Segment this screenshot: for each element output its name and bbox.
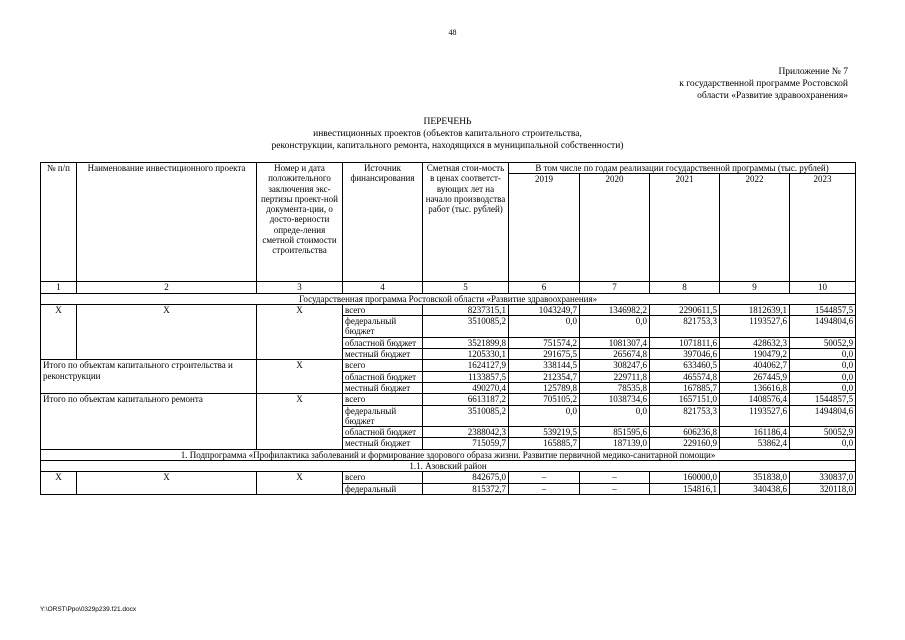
value-cell: 1193527,6 (720, 405, 790, 427)
header-name: Наименование инвестиционного проекта (77, 163, 257, 282)
value-cell: 187139,0 (580, 438, 650, 449)
value-cell: 705105,2 (509, 394, 580, 405)
column-number: 6 (509, 282, 580, 293)
subprogram-title-row (41, 449, 856, 460)
value-cell: 267445,9 (720, 371, 790, 382)
title-line-2: инвестиционных проектов (объектов капитального строительства, (313, 129, 582, 139)
value-cell: 815372,7 (423, 483, 509, 494)
value-cell: 2290611,5 (650, 304, 720, 315)
column-number: 1 (41, 282, 77, 293)
value-cell: 0,0 (790, 349, 856, 360)
value-cell: – (509, 472, 580, 483)
value-cell: 0,0 (790, 371, 856, 382)
value-cell: 161186,4 (720, 427, 790, 438)
table-row (41, 360, 856, 371)
value-cell: 167885,7 (650, 382, 720, 393)
source-cell: федеральный бюджет (343, 316, 423, 338)
value-cell: 1043249,7 (509, 304, 580, 315)
appendix-line-2: к государственной программе Ростовской (679, 79, 848, 89)
header-year: 2021 (650, 174, 720, 282)
source-cell: всего (343, 394, 423, 405)
appendix-line-3: области «Развитие здравоохранения» (697, 91, 848, 101)
source-cell: местный бюджет (343, 382, 423, 393)
value-cell: 1812639,1 (720, 304, 790, 315)
value-cell: 1624127,9 (423, 360, 509, 371)
column-number: 4 (343, 282, 423, 293)
row-expertise-cell: Х (257, 304, 343, 359)
value-cell: 428632,3 (720, 337, 790, 348)
column-number: 2 (77, 282, 257, 293)
row-expertise-cell: Х (257, 360, 343, 394)
value-cell: – (509, 483, 580, 494)
value-cell: 606236,8 (650, 427, 720, 438)
value-cell: 291675,5 (509, 349, 580, 360)
title-line-3: реконструкции, капитального ремонта, находящихся в муниципальной собственности) (271, 141, 624, 151)
column-number: 5 (423, 282, 509, 293)
construction-total-label: Итого по объектам капитального строительства и реконструкции (41, 360, 257, 394)
column-number: 7 (580, 282, 650, 293)
value-cell: 751574,2 (509, 337, 580, 348)
value-cell: 1408576,4 (720, 394, 790, 405)
column-number: 10 (790, 282, 856, 293)
value-cell: 8237315,1 (423, 304, 509, 315)
value-cell: – (580, 483, 650, 494)
value-cell: 50052,9 (790, 427, 856, 438)
header-year: 2020 (580, 174, 650, 282)
value-cell: 0,0 (790, 360, 856, 371)
value-cell: 308247,6 (580, 360, 650, 371)
value-cell: 160000,0 (650, 472, 720, 483)
value-cell: 1544857,5 (790, 304, 856, 315)
value-cell: 351838,0 (720, 472, 790, 483)
value-cell: 265674,8 (580, 349, 650, 360)
value-cell: 330837,0 (790, 472, 856, 483)
value-cell: 1494804,6 (790, 316, 856, 338)
row-name-cell: Х (77, 304, 257, 359)
value-cell: 0,0 (580, 316, 650, 338)
value-cell: 2388042,3 (423, 427, 509, 438)
source-cell: федеральный (343, 483, 423, 494)
value-cell: 821753,3 (650, 316, 720, 338)
value-cell: 1193527,6 (720, 316, 790, 338)
row-expertise-cell: Х (257, 472, 343, 495)
value-cell: 397046,6 (650, 349, 720, 360)
value-cell: 3510085,2 (423, 316, 509, 338)
repair-total-label: Итого по объектам капитального ремонта (41, 394, 257, 449)
value-cell: 851595,6 (580, 427, 650, 438)
source-cell: всего (343, 360, 423, 371)
header-year: 2022 (720, 174, 790, 282)
source-cell: федеральный бюджет (343, 405, 423, 427)
table-row (41, 394, 856, 405)
value-cell: 190479,2 (720, 349, 790, 360)
value-cell: 338144,5 (509, 360, 580, 371)
column-number: 8 (650, 282, 720, 293)
value-cell: 821753,3 (650, 405, 720, 427)
appendix-line-1: Приложение № 7 (778, 67, 848, 77)
value-cell: 50052,9 (790, 337, 856, 348)
value-cell: 154816,1 (650, 483, 720, 494)
value-cell: 490270,4 (423, 382, 509, 393)
value-cell: 229711,8 (580, 371, 650, 382)
value-cell: 1346982,2 (580, 304, 650, 315)
title-line-1: ПЕРЕЧЕНЬ (423, 117, 472, 127)
value-cell: 212354,7 (509, 371, 580, 382)
source-cell: всего (343, 472, 423, 483)
column-number: 3 (257, 282, 343, 293)
value-cell: 0,0 (580, 405, 650, 427)
value-cell: 1494804,6 (790, 405, 856, 427)
header-year: 2023 (790, 174, 856, 282)
column-numbers-row (41, 282, 856, 293)
value-cell: 3510085,2 (423, 405, 509, 427)
value-cell: 1133857,5 (423, 371, 509, 382)
value-cell: 53862,4 (720, 438, 790, 449)
value-cell: 539219,5 (509, 427, 580, 438)
source-cell: областной бюджет (343, 371, 423, 382)
district-title: 1.1. Азовский район (41, 461, 856, 472)
footer-file-path: Y:\ORST\Ppo\0329p239.f21.docx (40, 606, 137, 613)
column-number: 9 (720, 282, 790, 293)
header-expertise: Номер и дата положительного заключения экс-пертизы проект-ной документа-ции, о досто-верности опреде-ления сметной стоимости строительства (257, 163, 343, 282)
source-cell: местный бюджет (343, 438, 423, 449)
value-cell: 3521899,8 (423, 337, 509, 348)
value-cell: 125789,8 (509, 382, 580, 393)
value-cell: 0,0 (509, 316, 580, 338)
value-cell: 0,0 (790, 382, 856, 393)
header-cost: Сметная стои-мость в ценах соответст-вующих лет на начало производства работ (тыс. рублей) (423, 163, 509, 282)
subprogram-title: 1. Подпрограмма «Профилактика заболеваний и формирование здорового образа жизни. Развитие первичной медико-санитарной помощи» (41, 449, 856, 460)
value-cell: 1657151,0 (650, 394, 720, 405)
value-cell: 165885,7 (509, 438, 580, 449)
table-row (41, 304, 856, 315)
value-cell: 320118,0 (790, 483, 856, 494)
value-cell: 1544857,5 (790, 394, 856, 405)
district-title-row (41, 461, 856, 472)
value-cell: 842675,0 (423, 472, 509, 483)
value-cell: 633460,5 (650, 360, 720, 371)
value-cell: 1071811,6 (650, 337, 720, 348)
row-num-cell: Х (41, 304, 77, 359)
row-expertise-cell: Х (257, 394, 343, 449)
value-cell: 340438,6 (720, 483, 790, 494)
value-cell: 136616,8 (720, 382, 790, 393)
row-name-cell: Х (77, 472, 257, 495)
value-cell: 1038734,6 (580, 394, 650, 405)
value-cell: – (580, 472, 650, 483)
table-row (41, 472, 856, 483)
source-cell: местный бюджет (343, 349, 423, 360)
header-row-1 (41, 163, 856, 174)
value-cell: 465574,8 (650, 371, 720, 382)
header-source: Источник финансирования (343, 163, 423, 282)
value-cell: 0,0 (509, 405, 580, 427)
investment-projects-table (40, 162, 856, 495)
value-cell: 1081307,4 (580, 337, 650, 348)
program-title: Государственная программа Ростовской области «Развитие здравоохранения» (41, 293, 856, 304)
value-cell: 715059,7 (423, 438, 509, 449)
header-years-group: В том числе по годам реализации государственной программы (тыс. рублей) (509, 163, 856, 174)
appendix-note (600, 66, 848, 102)
value-cell: 78535,8 (580, 382, 650, 393)
source-cell: всего (343, 304, 423, 315)
value-cell: 0,0 (790, 438, 856, 449)
page-number: 48 (448, 28, 457, 37)
value-cell: 229160,9 (650, 438, 720, 449)
value-cell: 404062,7 (720, 360, 790, 371)
program-title-row (41, 293, 856, 304)
header-num: № п/п (41, 163, 77, 282)
row-num-cell: Х (41, 472, 77, 495)
document-title (40, 116, 855, 152)
value-cell: 6613187,2 (423, 394, 509, 405)
source-cell: областной бюджет (343, 427, 423, 438)
source-cell: областной бюджет (343, 337, 423, 348)
value-cell: 1205330,1 (423, 349, 509, 360)
header-year: 2019 (509, 174, 580, 282)
